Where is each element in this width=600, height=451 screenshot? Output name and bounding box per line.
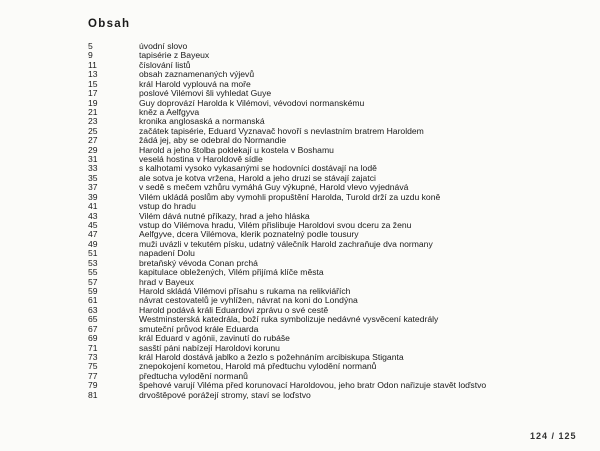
- toc-entry-title: hrad v Bayeux: [139, 276, 194, 287]
- toc-entry-title: Harold podává králi Eduardovi zprávu o své cestě: [139, 304, 329, 315]
- toc-entry-title: kněz a Aelfgyva: [139, 106, 200, 117]
- toc-entry-title: poslové Vilémovi šli vyhledat Guye: [139, 88, 272, 99]
- toc-page-number: 73: [88, 351, 98, 362]
- toc-page-number: 19: [88, 97, 98, 108]
- toc-page-number: 13: [88, 69, 98, 80]
- toc-page-number: 55: [88, 267, 98, 278]
- toc-entry-title: kapitulace obležených, Vilém přijímá klíče města: [139, 267, 324, 278]
- toc-page-number: 41: [88, 201, 98, 212]
- toc-entry-title: Westminsterská katedrála, boží ruka symbolizuje nedávné vysvěcení katedrály: [139, 314, 439, 325]
- toc-entry-title: král Harold vyplouvá na moře: [139, 78, 251, 89]
- toc-page-number: 27: [88, 135, 98, 146]
- table-of-contents: [86, 42, 486, 400]
- toc-page-number: 37: [88, 182, 98, 193]
- toc-entry-title: Vilém dává nutné příkazy, hrad a jeho hláska: [139, 210, 310, 221]
- toc-entry: [86, 391, 486, 400]
- toc-entry-title: ale sotva je kotva vržena, Harold a jeho druzi se stávají zajatci: [139, 172, 376, 183]
- toc-page-number: 11: [88, 59, 97, 70]
- toc-page-number: 53: [88, 257, 98, 268]
- toc-page-number: 51: [88, 248, 98, 259]
- toc-page-number: 79: [88, 380, 98, 391]
- toc-page-number: 15: [88, 78, 98, 89]
- toc-entry-title: v sedě s mečem vzhůru vymáhá Guy výkupné, Harold vlevo vyjednává: [139, 182, 409, 193]
- toc-page-number: 33: [88, 163, 98, 174]
- toc-entry-title: kronika anglosaská a normanská: [139, 116, 265, 127]
- toc-entry-title: muži uvázli v tekutém písku, udatný válečník Harold zachraňuje dva normany: [139, 238, 433, 249]
- toc-entry-title: začátek tapisérie, Eduard Vyznavač hovoří s nevlastním bratrem Haroldem: [139, 125, 424, 136]
- toc-page-number: 67: [88, 323, 98, 334]
- toc-entry-title: Harold a jeho štolba poklekají u kostela v Boshamu: [139, 144, 334, 155]
- toc-entry-title: veselá hostina v Haroldově sídle: [139, 154, 263, 165]
- toc-page-number: 29: [88, 144, 98, 155]
- toc-page-number: 65: [88, 314, 98, 325]
- toc-page-number: 47: [88, 229, 98, 240]
- toc-page-number: 45: [88, 220, 98, 231]
- toc-page-number: 61: [88, 295, 98, 306]
- toc-entry-title: drvoštěpové porážejí stromy, staví se loďstvo: [139, 389, 311, 400]
- toc-entry-title: smuteční průvod krále Eduarda: [139, 323, 259, 334]
- toc-page-number: 25: [88, 125, 98, 136]
- toc-page-number: 5: [88, 41, 93, 51]
- toc-page-number: 59: [88, 285, 98, 296]
- toc-page-number: 69: [88, 333, 98, 344]
- toc-page-number: 57: [88, 276, 98, 287]
- toc-entry-title: úvodní slovo: [139, 41, 188, 51]
- toc-entry-title: král Eduard v agónii, zavinutí do rubáše: [139, 333, 290, 344]
- toc-page-number: 35: [88, 172, 98, 183]
- toc-page-number: 71: [88, 342, 98, 353]
- toc-page-number: 75: [88, 361, 98, 372]
- toc-page-number: 31: [88, 154, 98, 165]
- toc-entry-title: obsah zaznamenaných výjevů: [139, 69, 255, 80]
- page-number: 124 / 125: [530, 431, 577, 441]
- toc-entry-title: předtucha vylodění normanů: [139, 370, 248, 381]
- toc-entry-title: Aelfgyve, dcera Vilémova, klerik poznatelný podle tousury: [139, 229, 359, 240]
- toc-page-number: 9: [88, 50, 93, 61]
- toc-entry-title: vstup do Vilémova hradu, Vilém přislibuje Haroldovi svou dceru za ženu: [139, 220, 412, 231]
- toc-page-number: 39: [88, 191, 98, 202]
- toc-entry-title: návrat cestovatelů je vyhlížen, návrat na koni do Londýna: [139, 295, 358, 306]
- toc-page-number: 21: [88, 106, 98, 117]
- toc-entry-title: bretaňský vévoda Conan prchá: [139, 257, 258, 268]
- toc-entry-title: znepokojení kometou, Harold má předtuchu vylodění normanů: [139, 361, 377, 372]
- toc-entry-title: vstup do hradu: [139, 201, 196, 212]
- toc-page-number: 43: [88, 210, 98, 221]
- toc-page-number: 81: [88, 389, 98, 400]
- toc-page-number: 17: [88, 88, 98, 99]
- toc-entry-title: žádá jej, aby se odebral do Normandie: [139, 135, 287, 146]
- toc-entry-title: číslování listů: [139, 59, 191, 70]
- toc-entry-title: napadení Dolu: [139, 248, 195, 259]
- toc-entry-title: špehové varují Viléma před korunovací Haroldovou, jeho bratr Odon nařizuje stavět loďstvo: [139, 380, 487, 391]
- toc-entry-title: král Harold dostává jablko a žezlo s požehnáním arcibiskupa Stiganta: [139, 351, 404, 362]
- toc-entry-title: tapisérie z Bayeux: [139, 50, 210, 61]
- toc-entry-title: s kalhotami vysoko vykasanými se hodovníci dostávají na lodě: [139, 163, 377, 174]
- toc-entry-title: Vilém ukládá poslům aby vymohli propuštění Harolda, Turold drží za uzdu koně: [139, 191, 441, 202]
- toc-entry-title: Harold skládá Vilémovi přísahu s rukama na relikviářích: [139, 285, 351, 296]
- toc-entry-title: sasští páni nabízejí Haroldovi korunu: [139, 342, 280, 353]
- page-title: Obsah: [88, 18, 131, 30]
- toc-entry-title: Guy doprovází Harolda k Vilémovi, vévodovi normanskému: [139, 97, 365, 108]
- toc-page-number: 49: [88, 238, 98, 249]
- toc-page-number: 77: [88, 370, 98, 381]
- toc-page-number: 23: [88, 116, 98, 127]
- toc-page-number: 63: [88, 304, 98, 315]
